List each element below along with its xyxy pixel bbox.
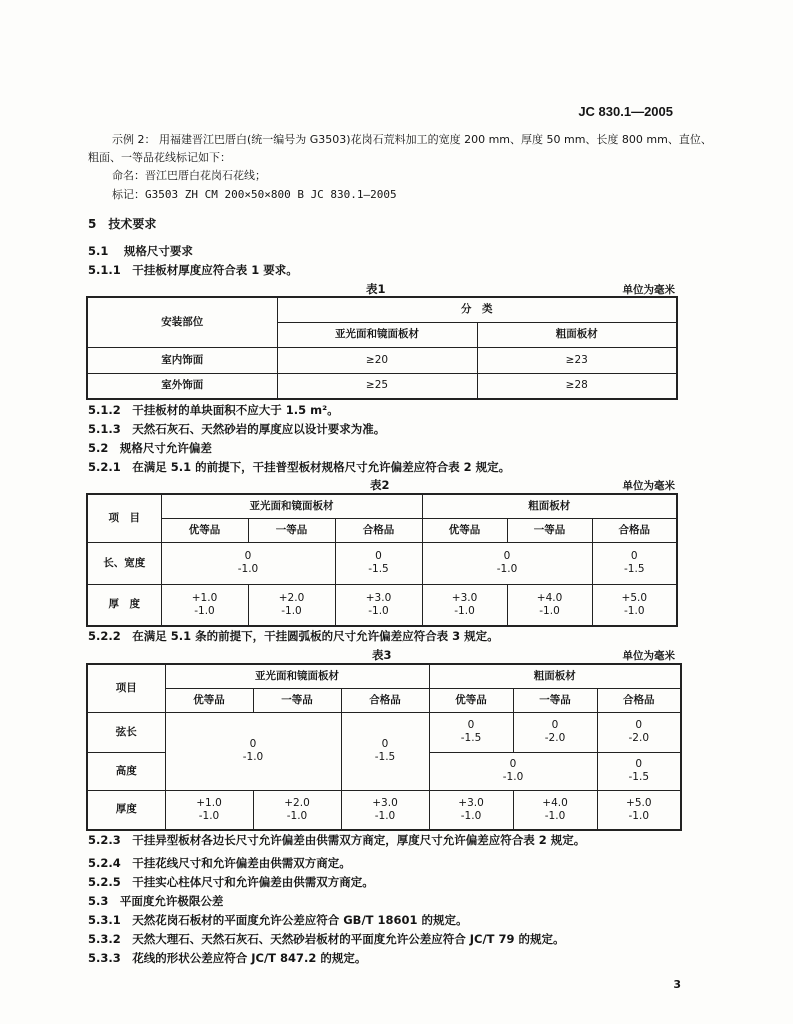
table3-cell: +3.0 -1.0 [429, 790, 513, 830]
table2-header-rough: 粗面板材 [422, 494, 677, 518]
standard-code-header: JC 830.1—2005 [578, 104, 673, 119]
table3-cell: +4.0 -1.0 [513, 790, 597, 830]
table2-grade: 一等品 [507, 518, 592, 542]
table-row [87, 373, 677, 399]
table3-cell: 0 -1.5 [429, 712, 513, 752]
table-1 [86, 296, 678, 400]
table1-header-rough: 粗面板材 [477, 322, 677, 347]
table3-row-label: 弦长 [87, 712, 165, 752]
clause-5-1-1: 5.1.1 干挂板材厚度应符合表 1 要求。 [88, 263, 298, 277]
table3-cell: +5.0 -1.0 [597, 790, 681, 830]
table2-cell: +2.0 -1.0 [248, 584, 335, 626]
table3-cell: 0 -1.5 [597, 752, 681, 790]
table1-header-class: 分 类 [277, 297, 677, 322]
table-row [87, 347, 677, 373]
table3-row-label: 高度 [87, 752, 165, 790]
table2-row-label: 厚 度 [87, 584, 161, 626]
table3-cell: 0 -2.0 [513, 712, 597, 752]
table3-row-label: 厚度 [87, 790, 165, 830]
table1-cell: ≥25 [277, 373, 477, 399]
table2-grade: 合格品 [592, 518, 677, 542]
clause-5-1-2: 5.1.2 干挂板材的单块面积不应大于 1.5 m²。 [88, 403, 339, 417]
table2-cell: +5.0 -1.0 [592, 584, 677, 626]
table2-cell: +3.0 -1.0 [335, 584, 422, 626]
table3-header-polished: 亚光面和镜面板材 [165, 664, 429, 688]
table3-cell: 0 -1.0 [429, 752, 597, 790]
section-5-2-heading: 5.2 规格尺寸允许偏差 [88, 441, 212, 455]
table3-header-rough: 粗面板材 [429, 664, 681, 688]
section-5-1-heading: 5.1 规格尺寸要求 [88, 244, 193, 258]
table-3 [86, 663, 682, 831]
table3-grade: 一等品 [253, 688, 341, 712]
table3-cell: 0 -2.0 [597, 712, 681, 752]
clause-5-1-3: 5.1.3 天然石灰石、天然砂岩的厚度应以设计要求为准。 [88, 422, 386, 436]
table3-grade: 合格品 [341, 688, 429, 712]
table3-unit: 单位为毫米 [622, 650, 675, 662]
table-2 [86, 493, 678, 627]
table2-header-polished: 亚光面和镜面板材 [161, 494, 422, 518]
table2-grade: 优等品 [422, 518, 507, 542]
table-row [87, 542, 677, 584]
table2-cell: 0 -1.5 [335, 542, 422, 584]
table3-cell: 0 -1.0 [165, 712, 341, 790]
example-line-2: 粗面、一等品花线标记如下： [88, 151, 231, 164]
section-5-3-heading: 5.3 平面度允许极限公差 [88, 894, 224, 908]
table-row [87, 790, 681, 830]
clause-5-2-2: 5.2.2 在满足 5.1 条的前提下，干挂圆弧板的尺寸允许偏差应符合表 3 规定。 [88, 629, 499, 643]
table1-row-label: 室内饰面 [87, 347, 277, 373]
table2-caption: 表2 [370, 478, 390, 492]
clause-5-3-3: 5.3.3 花线的形状公差应符合 JC/T 847.2 的规定。 [88, 951, 367, 965]
table3-header-item: 项目 [87, 664, 165, 712]
table2-grade: 优等品 [161, 518, 248, 542]
table-row [87, 712, 681, 752]
table2-grade: 合格品 [335, 518, 422, 542]
example-line-1: 示例 2： 用福建晋江巴厝白(统一编号为 G3503)花岗石荒料加工的宽度 200 mm、厚度 50 mm、长度 800 mm、直位、 [112, 133, 712, 146]
table3-cell: 0 -1.5 [341, 712, 429, 790]
table2-header-item: 项 目 [87, 494, 161, 542]
table-row [87, 584, 677, 626]
clause-5-2-3: 5.2.3 干挂异型板材各边长尺寸允许偏差由供需双方商定，厚度尺寸允许偏差应符合表 2 规定。 [88, 833, 586, 847]
table2-unit: 单位为毫米 [622, 480, 675, 492]
table3-cell: +2.0 -1.0 [253, 790, 341, 830]
table1-cell: ≥23 [477, 347, 677, 373]
section-5-heading: 5 技术要求 [88, 217, 157, 231]
table2-row-label: 长、宽度 [87, 542, 161, 584]
clause-5-2-5: 5.2.5 干挂实心柱体尺寸和允许偏差由供需双方商定。 [88, 875, 374, 889]
page-number: 3 [673, 978, 681, 991]
table3-cell: +3.0 -1.0 [341, 790, 429, 830]
table1-caption: 表1 [366, 282, 386, 296]
table3-cell: +1.0 -1.0 [165, 790, 253, 830]
table1-unit: 单位为毫米 [622, 284, 675, 296]
table1-row-label: 室外饰面 [87, 373, 277, 399]
table2-cell: 0 -1.0 [161, 542, 335, 584]
table3-grade: 优等品 [429, 688, 513, 712]
table2-cell: 0 -1.5 [592, 542, 677, 584]
table1-cell: ≥20 [277, 347, 477, 373]
table2-grade: 一等品 [248, 518, 335, 542]
clause-5-3-1: 5.3.1 天然花岗石板材的平面度允许公差应符合 GB/T 18601 的规定。 [88, 913, 468, 927]
table2-cell: +3.0 -1.0 [422, 584, 507, 626]
table2-cell: +1.0 -1.0 [161, 584, 248, 626]
table1-header-polished: 亚光面和镜面板材 [277, 322, 477, 347]
example-name: 命名：晋江巴厝白花岗石花线； [112, 169, 266, 182]
table1-header-install: 安装部位 [87, 297, 277, 347]
table1-cell: ≥28 [477, 373, 677, 399]
clause-5-2-1: 5.2.1 在满足 5.1 的前提下，干挂普型板材规格尺寸允许偏差应符合表 2 规定。 [88, 460, 511, 474]
table3-grade: 一等品 [513, 688, 597, 712]
clause-5-2-4: 5.2.4 干挂花线尺寸和允许偏差由供需双方商定。 [88, 856, 351, 870]
table3-grade: 合格品 [597, 688, 681, 712]
table2-cell: 0 -1.0 [422, 542, 592, 584]
table3-caption: 表3 [372, 648, 392, 662]
example-mark: 标记：G3503 ZH CM 200×50×800 B JC 830.1—2005 [112, 188, 397, 201]
clause-5-3-2: 5.3.2 天然大理石、天然石灰石、天然砂岩板材的平面度允许公差应符合 JC/T 79 的规定。 [88, 932, 565, 946]
table3-grade: 优等品 [165, 688, 253, 712]
table2-cell: +4.0 -1.0 [507, 584, 592, 626]
